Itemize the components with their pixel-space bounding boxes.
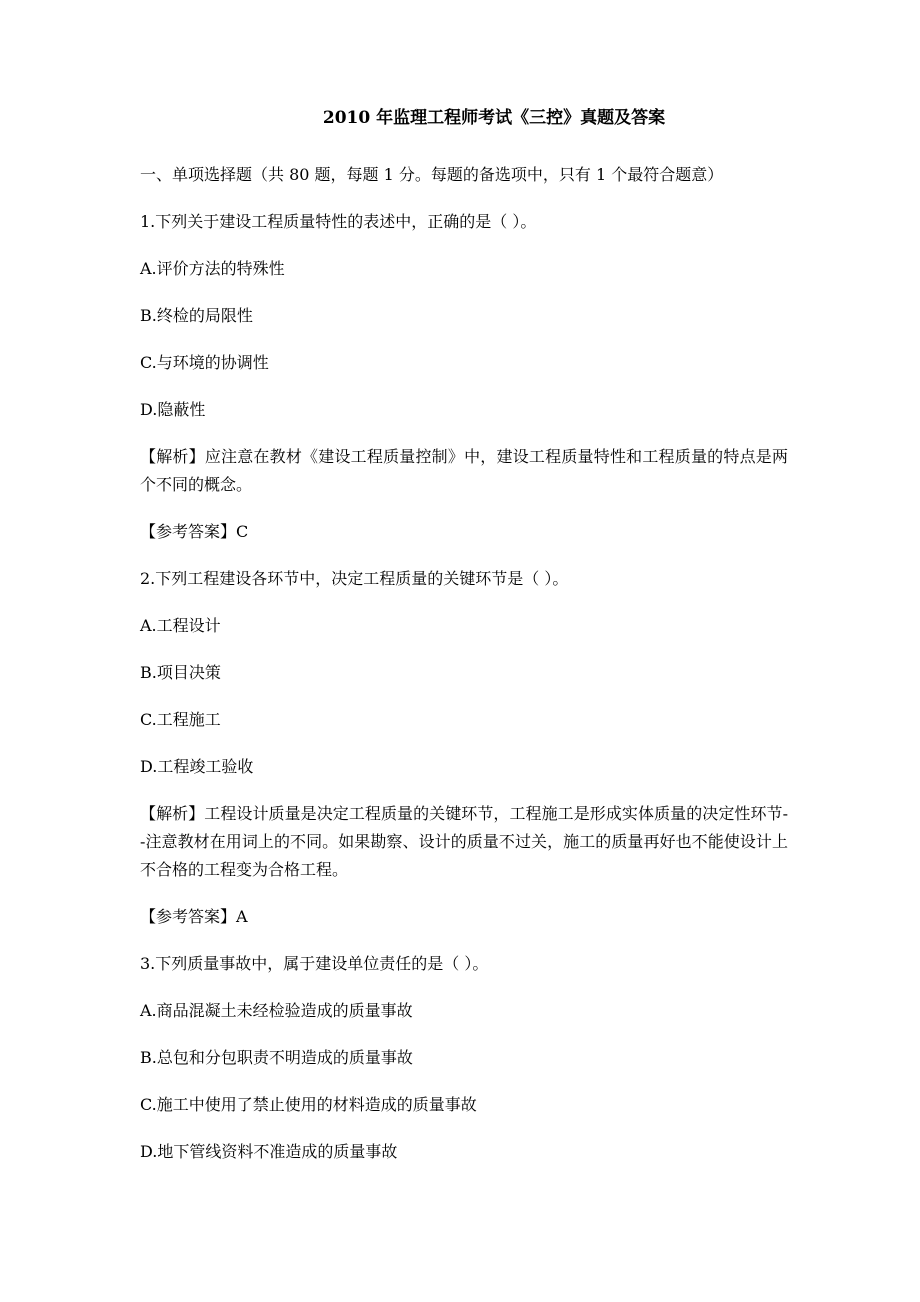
question-1-option-c: C.与环境的协调性	[140, 353, 269, 372]
document-page	[140, 0, 788, 1185]
question-2-option-b: B.项目决策	[140, 663, 221, 682]
question-3-text: 3.下列质量事故中，属于建设单位责任的是（ ）。	[140, 954, 489, 973]
section-header: 一、单项选择题（共 80 题，每题 1 分。每题的备选项中，只有 1 个最符合题意）	[140, 165, 724, 184]
question-3-option-d: D.地下管线资料不准造成的质量事故	[140, 1142, 398, 1161]
question-1-option-a: A.评价方法的特殊性	[140, 259, 285, 278]
question-2-option-a: A.工程设计	[140, 616, 221, 635]
document-title: 2010 年监理工程师考试《三控》真题及答案	[322, 108, 666, 128]
question-1-analysis: 【解析】应注意在教材《建设工程质量控制》中，建设工程质量特性和工程质量的特点是两个不同的概念。	[140, 447, 788, 494]
question-2-answer: 【参考答案】A	[140, 907, 248, 926]
question-2-analysis: 【解析】工程设计质量是决定工程质量的关键环节，工程施工是形成实体质量的决定性环节--注意教材在用词上的不同。如果勘察、设计的质量不过关，施工的质量再好也不能使设计上不合格的工程变为合格工程。	[140, 804, 788, 879]
question-2-option-d: D.工程竣工验收	[140, 757, 254, 776]
question-1-option-d: D.隐蔽性	[140, 400, 206, 419]
question-3-option-a: A.商品混凝土未经检验造成的质量事故	[140, 1001, 413, 1020]
question-2-text: 2.下列工程建设各环节中，决定工程质量的关键环节是（ ）。	[140, 569, 569, 588]
question-3-option-b: B.总包和分包职责不明造成的质量事故	[140, 1048, 413, 1067]
question-3-option-c: C.施工中使用了禁止使用的材料造成的质量事故	[140, 1095, 477, 1114]
question-1-answer: 【参考答案】C	[140, 522, 249, 541]
question-1-option-b: B.终检的局限性	[140, 306, 253, 325]
question-1-text: 1.下列关于建设工程质量特性的表述中，正确的是（ ）。	[140, 212, 537, 231]
question-2-option-c: C.工程施工	[140, 710, 221, 729]
